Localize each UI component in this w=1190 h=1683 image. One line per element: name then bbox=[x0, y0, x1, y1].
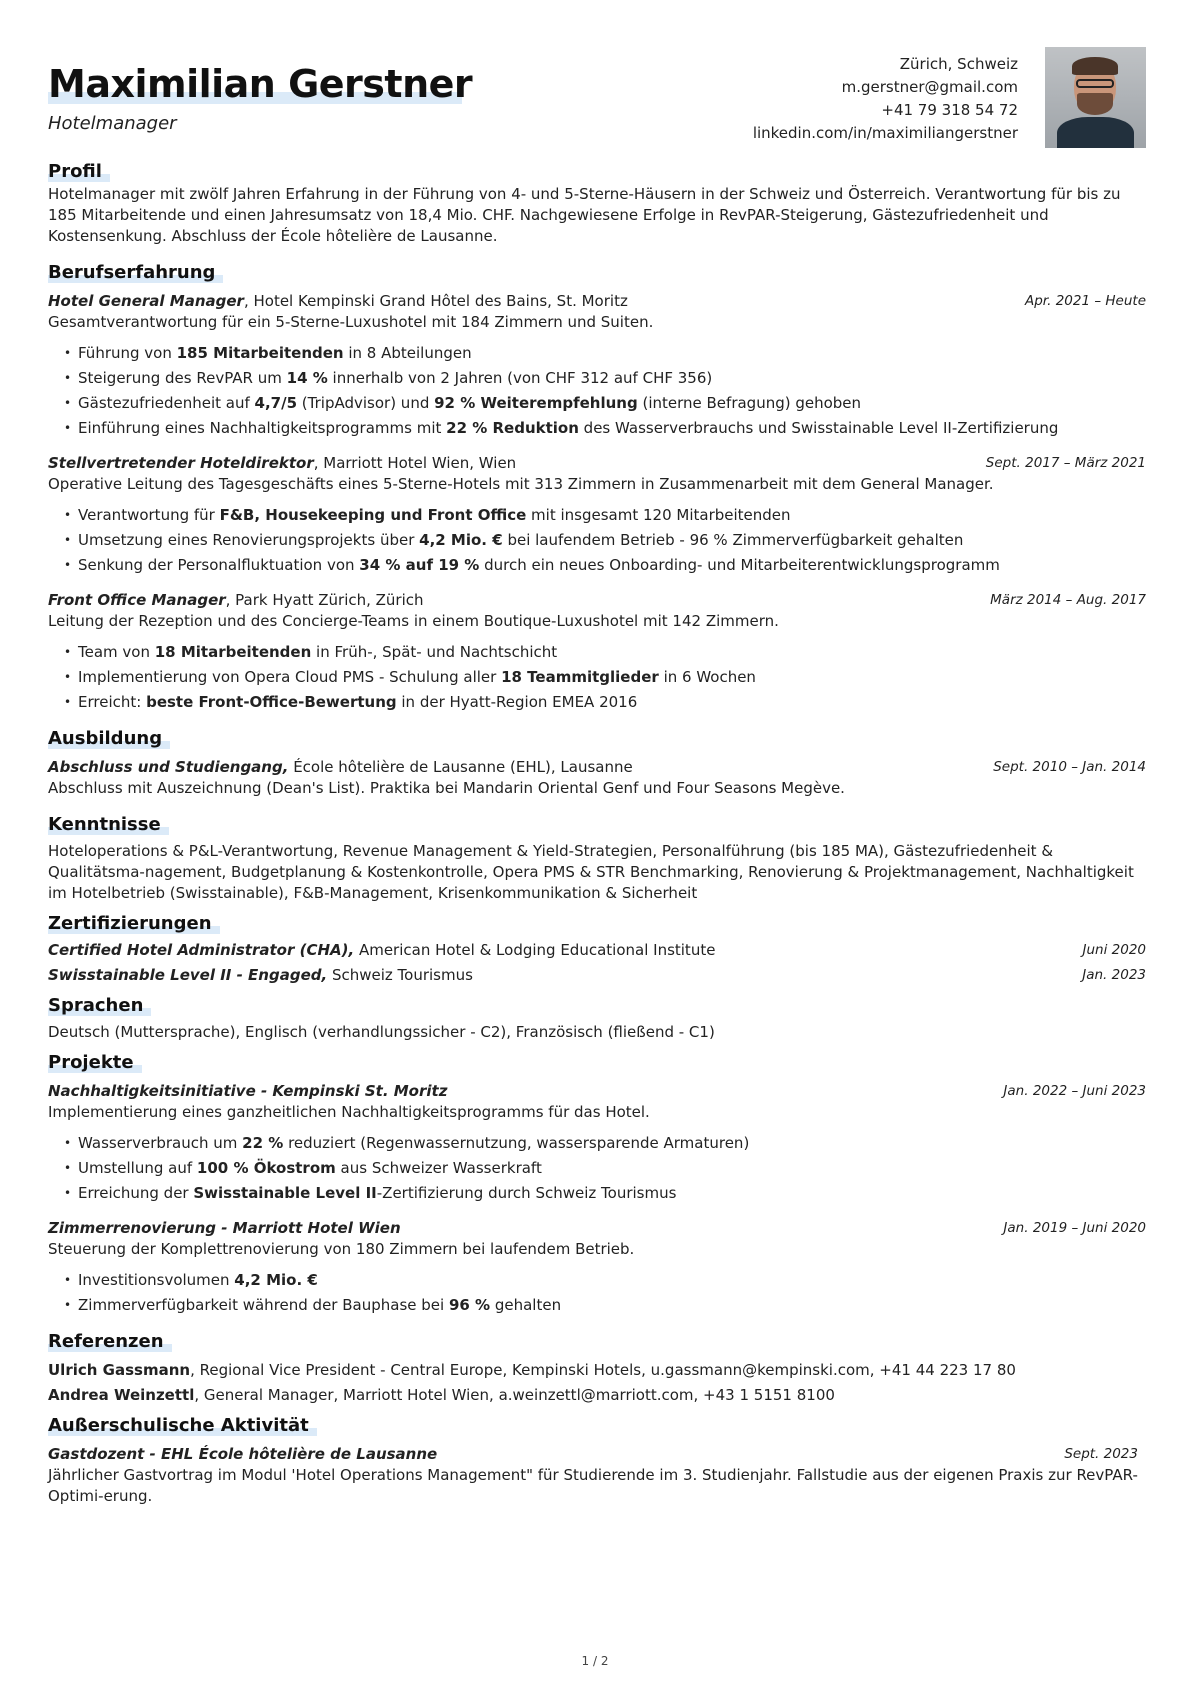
project-bullets bbox=[48, 1268, 1146, 1318]
bullet-text: 22 % bbox=[242, 1134, 284, 1152]
cert-issuer: American Hotel & Lodging Educational Institute bbox=[354, 941, 716, 959]
job-role: Front Office Manager bbox=[48, 591, 226, 609]
project-header bbox=[48, 1218, 1146, 1239]
activity-date: Sept. 2023 bbox=[1064, 1446, 1138, 1462]
bullet-item bbox=[64, 1181, 1146, 1206]
languages-section bbox=[48, 994, 1146, 1043]
bullet-text: Steigerung des RevPAR um bbox=[78, 369, 287, 387]
bullet-text: 4,2 Mio. € bbox=[419, 531, 503, 549]
bullet-item bbox=[64, 1268, 1146, 1293]
certification-entry bbox=[48, 965, 1146, 986]
reference-details: , General Manager, Marriott Hotel Wien, a.weinzettl@marriott.com, +43 1 5151 8100 bbox=[194, 1386, 835, 1404]
reference-details: , Regional Vice President - Central Europe, Kempinski Hotels, u.gassmann@kempinski.com, +41 44 223 17 80 bbox=[190, 1361, 1016, 1379]
page-number: 1 / 2 bbox=[581, 1654, 609, 1668]
bullet-item bbox=[64, 690, 1146, 715]
languages-text: Deutsch (Muttersprache), Englisch (verhandlungssicher - C2), Französisch (fließend - C1) bbox=[48, 1023, 715, 1041]
cert-issuer: Schweiz Tourismus bbox=[327, 966, 473, 984]
certification-entry bbox=[48, 940, 1146, 961]
bullet-text: (TripAdvisor) und bbox=[297, 394, 435, 412]
job-date: Sept. 2017 – März 2021 bbox=[985, 455, 1146, 471]
section-heading: Profil bbox=[48, 160, 102, 184]
section-heading: Kenntnisse bbox=[48, 813, 161, 837]
section-heading: Ausbildung bbox=[48, 727, 162, 751]
candidate-name: Maximilian Gerstner bbox=[48, 62, 473, 106]
resume-header bbox=[48, 40, 1146, 160]
job-summary: Leitung der Rezeption und des Concierge-Teams in einem Boutique-Luxushotel mit 142 Zimmern. bbox=[48, 612, 779, 630]
bullet-text: 22 % Reduktion bbox=[446, 419, 579, 437]
project-entry bbox=[48, 1081, 1146, 1206]
bullet-text: gehalten bbox=[490, 1296, 562, 1314]
bullet-text: in der Hyatt-Region EMEA 2016 bbox=[396, 693, 638, 711]
bullet-text: (interne Befragung) gehoben bbox=[637, 394, 862, 412]
bullet-text: Implementierung von Opera Cloud PMS - Schulung aller bbox=[78, 668, 502, 686]
experience-section bbox=[48, 261, 1146, 715]
bullet-text: bei laufendem Betrieb - 96 % Zimmerverfügbarkeit gehalten bbox=[502, 531, 964, 549]
bullet-text: Team von bbox=[78, 643, 155, 661]
bullet-text: 18 Teammitglieder bbox=[501, 668, 659, 686]
job-entry bbox=[48, 590, 1146, 715]
bullet-item bbox=[64, 528, 1146, 553]
bullet-text: Führung von bbox=[78, 344, 177, 362]
activity-text: Jährlicher Gastvortrag im Modul 'Hotel Operations Management" für Studierende im 3. Studienjahr. Fallstudie aus der eigenen Praxis zur RevPAR-Optimi-erung. bbox=[48, 1466, 1138, 1505]
bullet-text: beste Front-Office-Bewertung bbox=[146, 693, 397, 711]
project-header bbox=[48, 1081, 1146, 1102]
project-title: Nachhaltigkeitsinitiative - Kempinski St. Moritz bbox=[48, 1082, 448, 1100]
bullet-text: -Zertifizierung durch Schweiz Tourismus bbox=[376, 1184, 677, 1202]
bullet-text: aus Schweizer Wasserkraft bbox=[335, 1159, 542, 1177]
bullet-text: Wasserverbrauch um bbox=[78, 1134, 243, 1152]
job-header bbox=[48, 453, 1146, 474]
bullet-item bbox=[64, 391, 1146, 416]
bullet-text: Swisstainable Level II bbox=[193, 1184, 377, 1202]
reference-entry bbox=[48, 1360, 1146, 1381]
reference-name: Andrea Weinzettl bbox=[48, 1386, 195, 1404]
section-heading: Außerschulische Aktivität bbox=[48, 1414, 309, 1438]
bullet-text: durch ein neues Onboarding- und Mitarbeiterentwicklungsprogramm bbox=[479, 556, 1000, 574]
bullet-item bbox=[64, 1293, 1146, 1318]
references-section bbox=[48, 1330, 1146, 1406]
bullet-text: 96 % bbox=[448, 1296, 491, 1314]
skills-text: Hoteloperations & P&L-Verantwortung, Revenue Management & Yield-Strategien, Personalführung (bis 185 MA), Gästezufriedenheit & Qualitätsma-nagement, Budgetplanung & Kostenkontrolle, Opera PMS & STR Benchmarking, Renovierung & Projektmanagement, Nachhaltigkeit im Hotelbetrieb (Swisstainable), F&B-Management, Krisenkommunikation & Sicherheit bbox=[48, 842, 1134, 902]
job-entry bbox=[48, 453, 1146, 578]
bullet-text: 92 % Weiterempfehlung bbox=[434, 394, 638, 412]
resume-page bbox=[48, 40, 1146, 1507]
bullet-text: 4,7/5 bbox=[254, 394, 298, 412]
job-date: Apr. 2021 – Heute bbox=[1025, 293, 1146, 309]
job-entry bbox=[48, 291, 1146, 441]
job-summary: Gesamtverantwortung für ein 5-Sterne-Luxushotel mit 184 Zimmern und Suiten. bbox=[48, 313, 654, 331]
cert-date: Jan. 2023 bbox=[1082, 967, 1146, 983]
contact-phone: +41 79 318 54 72 bbox=[881, 101, 1018, 119]
school: École hôtelière de Lausanne (EHL), Lausanne bbox=[288, 758, 633, 776]
bullet-text: Umsetzung eines Renovierungsprojekts über bbox=[78, 531, 420, 549]
job-company: , Park Hyatt Zürich, Zürich bbox=[225, 591, 424, 609]
project-date: Jan. 2022 – Juni 2023 bbox=[1003, 1083, 1146, 1099]
bullet-text: F&B, Housekeeping und Front Office bbox=[219, 506, 527, 524]
job-bullets bbox=[48, 640, 1146, 715]
activity-entry bbox=[48, 1444, 1146, 1465]
bullet-text: Gästezufriedenheit auf bbox=[78, 394, 255, 412]
job-bullets bbox=[48, 341, 1146, 441]
job-company: , Hotel Kempinski Grand Hôtel des Bains, St. Moritz bbox=[243, 292, 628, 310]
job-header bbox=[48, 590, 1146, 611]
job-date: März 2014 – Aug. 2017 bbox=[990, 592, 1146, 608]
cert-name: Swisstainable Level II - Engaged, bbox=[48, 966, 328, 984]
cert-date: Juni 2020 bbox=[1082, 942, 1146, 958]
contact-location: Zürich, Schweiz bbox=[899, 55, 1018, 73]
bullet-text: mit insgesamt 120 Mitarbeitenden bbox=[526, 506, 791, 524]
job-header bbox=[48, 291, 1146, 312]
bullet-text: Verantwortung für bbox=[78, 506, 220, 524]
reference-name: Ulrich Gassmann bbox=[48, 1361, 191, 1379]
bullet-text: Einführung eines Nachhaltigkeitsprogramms mit bbox=[78, 419, 447, 437]
job-bullets bbox=[48, 503, 1146, 578]
activity-title: Gastdozent - EHL École hôtelière de Lausanne bbox=[48, 1445, 438, 1463]
bullet-text: 18 Mitarbeitenden bbox=[154, 643, 312, 661]
projects-section bbox=[48, 1051, 1146, 1318]
job-company: , Marriott Hotel Wien, Wien bbox=[313, 454, 517, 472]
project-title: Zimmerrenovierung - Marriott Hotel Wien bbox=[48, 1219, 401, 1237]
bullet-item bbox=[64, 665, 1146, 690]
activities-section bbox=[48, 1414, 1146, 1507]
project-bullets bbox=[48, 1131, 1146, 1206]
education-text: Abschluss mit Auszeichnung (Dean's List). Praktika bei Mandarin Oriental Genf und Four Seasons Megève. bbox=[48, 779, 845, 797]
bullet-text: Erreicht: bbox=[78, 693, 147, 711]
job-title: Hotelmanager bbox=[48, 113, 177, 134]
bullet-text: in 6 Wochen bbox=[658, 668, 756, 686]
bullet-text: Zimmerverfügbarkeit während der Bauphase bei bbox=[78, 1296, 449, 1314]
project-summary: Implementierung eines ganzheitlichen Nachhaltigkeitsprogramms für das Hotel. bbox=[48, 1103, 650, 1121]
bullet-item bbox=[64, 1131, 1146, 1156]
reference-entry bbox=[48, 1385, 1146, 1406]
cert-name: Certified Hotel Administrator (CHA), bbox=[48, 941, 355, 959]
bullet-item bbox=[64, 1156, 1146, 1181]
bullet-text: 34 % auf 19 % bbox=[359, 556, 480, 574]
profile-photo bbox=[1045, 47, 1146, 148]
bullet-text: in 8 Abteilungen bbox=[343, 344, 472, 362]
bullet-text: 14 % bbox=[286, 369, 328, 387]
job-role: Hotel General Manager bbox=[48, 292, 244, 310]
bullet-text: Erreichung der bbox=[78, 1184, 194, 1202]
bullet-item bbox=[64, 416, 1146, 441]
job-role: Stellvertretender Hoteldirektor bbox=[48, 454, 314, 472]
bullet-text: in Früh-, Spät- und Nachtschicht bbox=[311, 643, 558, 661]
education-date: Sept. 2010 – Jan. 2014 bbox=[993, 759, 1146, 775]
project-summary: Steuerung der Komplettrenovierung von 180 Zimmern bei laufendem Betrieb. bbox=[48, 1240, 635, 1258]
contact-info bbox=[753, 53, 1018, 145]
bullet-text: 185 Mitarbeitenden bbox=[176, 344, 344, 362]
bullet-text: 100 % Ökostrom bbox=[196, 1159, 336, 1177]
education-section bbox=[48, 727, 1146, 799]
bullet-item bbox=[64, 640, 1146, 665]
bullet-text: Senkung der Personalfluktuation von bbox=[78, 556, 360, 574]
bullet-text: Umstellung auf bbox=[78, 1159, 197, 1177]
bullet-item bbox=[64, 503, 1146, 528]
job-summary: Operative Leitung des Tagesgeschäfts eines 5-Sterne-Hotels mit 313 Zimmern in Zusammenarbeit mit dem General Manager. bbox=[48, 475, 994, 493]
bullet-item bbox=[64, 366, 1146, 391]
bullet-item bbox=[64, 553, 1146, 578]
degree: Abschluss und Studiengang, bbox=[48, 758, 289, 776]
skills-section bbox=[48, 813, 1146, 904]
project-entry bbox=[48, 1218, 1146, 1318]
profile-section bbox=[48, 160, 1146, 247]
section-heading: Berufserfahrung bbox=[48, 261, 215, 285]
contact-email[interactable]: m.gerstner@gmail.com bbox=[841, 78, 1018, 96]
education-entry bbox=[48, 757, 1146, 778]
bullet-text: des Wasserverbrauchs und Swisstainable Level II-Zertifizierung bbox=[578, 419, 1059, 437]
bullet-text: 4,2 Mio. € bbox=[234, 1271, 318, 1289]
bullet-text: innerhalb von 2 Jahren (von CHF 312 auf CHF 356) bbox=[327, 369, 713, 387]
section-heading: Referenzen bbox=[48, 1330, 164, 1354]
bullet-text: Investitionsvolumen bbox=[78, 1271, 235, 1289]
bullet-text: reduziert (Regenwassernutzung, wassersparende Armaturen) bbox=[283, 1134, 750, 1152]
profile-text: Hotelmanager mit zwölf Jahren Erfahrung in der Führung von 4- und 5-Sterne-Häusern in der Schweiz und Österreich. Verantwortung für bis zu 185 Mitarbeitende und einen Jahresumsatz von 18,4 Mio. CHF. Nachgewiesene Erfolge in RevPAR-Steigerung, Gästezufriedenheit und Kostensenkung. Abschluss der École hôtelière de Lausanne. bbox=[48, 185, 1121, 245]
project-date: Jan. 2019 – Juni 2020 bbox=[1003, 1220, 1146, 1236]
section-heading: Zertifizierungen bbox=[48, 912, 212, 936]
section-heading: Sprachen bbox=[48, 994, 143, 1018]
contact-linkedin[interactable]: linkedin.com/in/maximiliangerstner bbox=[752, 124, 1018, 142]
bullet-item bbox=[64, 341, 1146, 366]
certifications-section bbox=[48, 912, 1146, 986]
section-heading: Projekte bbox=[48, 1051, 134, 1075]
